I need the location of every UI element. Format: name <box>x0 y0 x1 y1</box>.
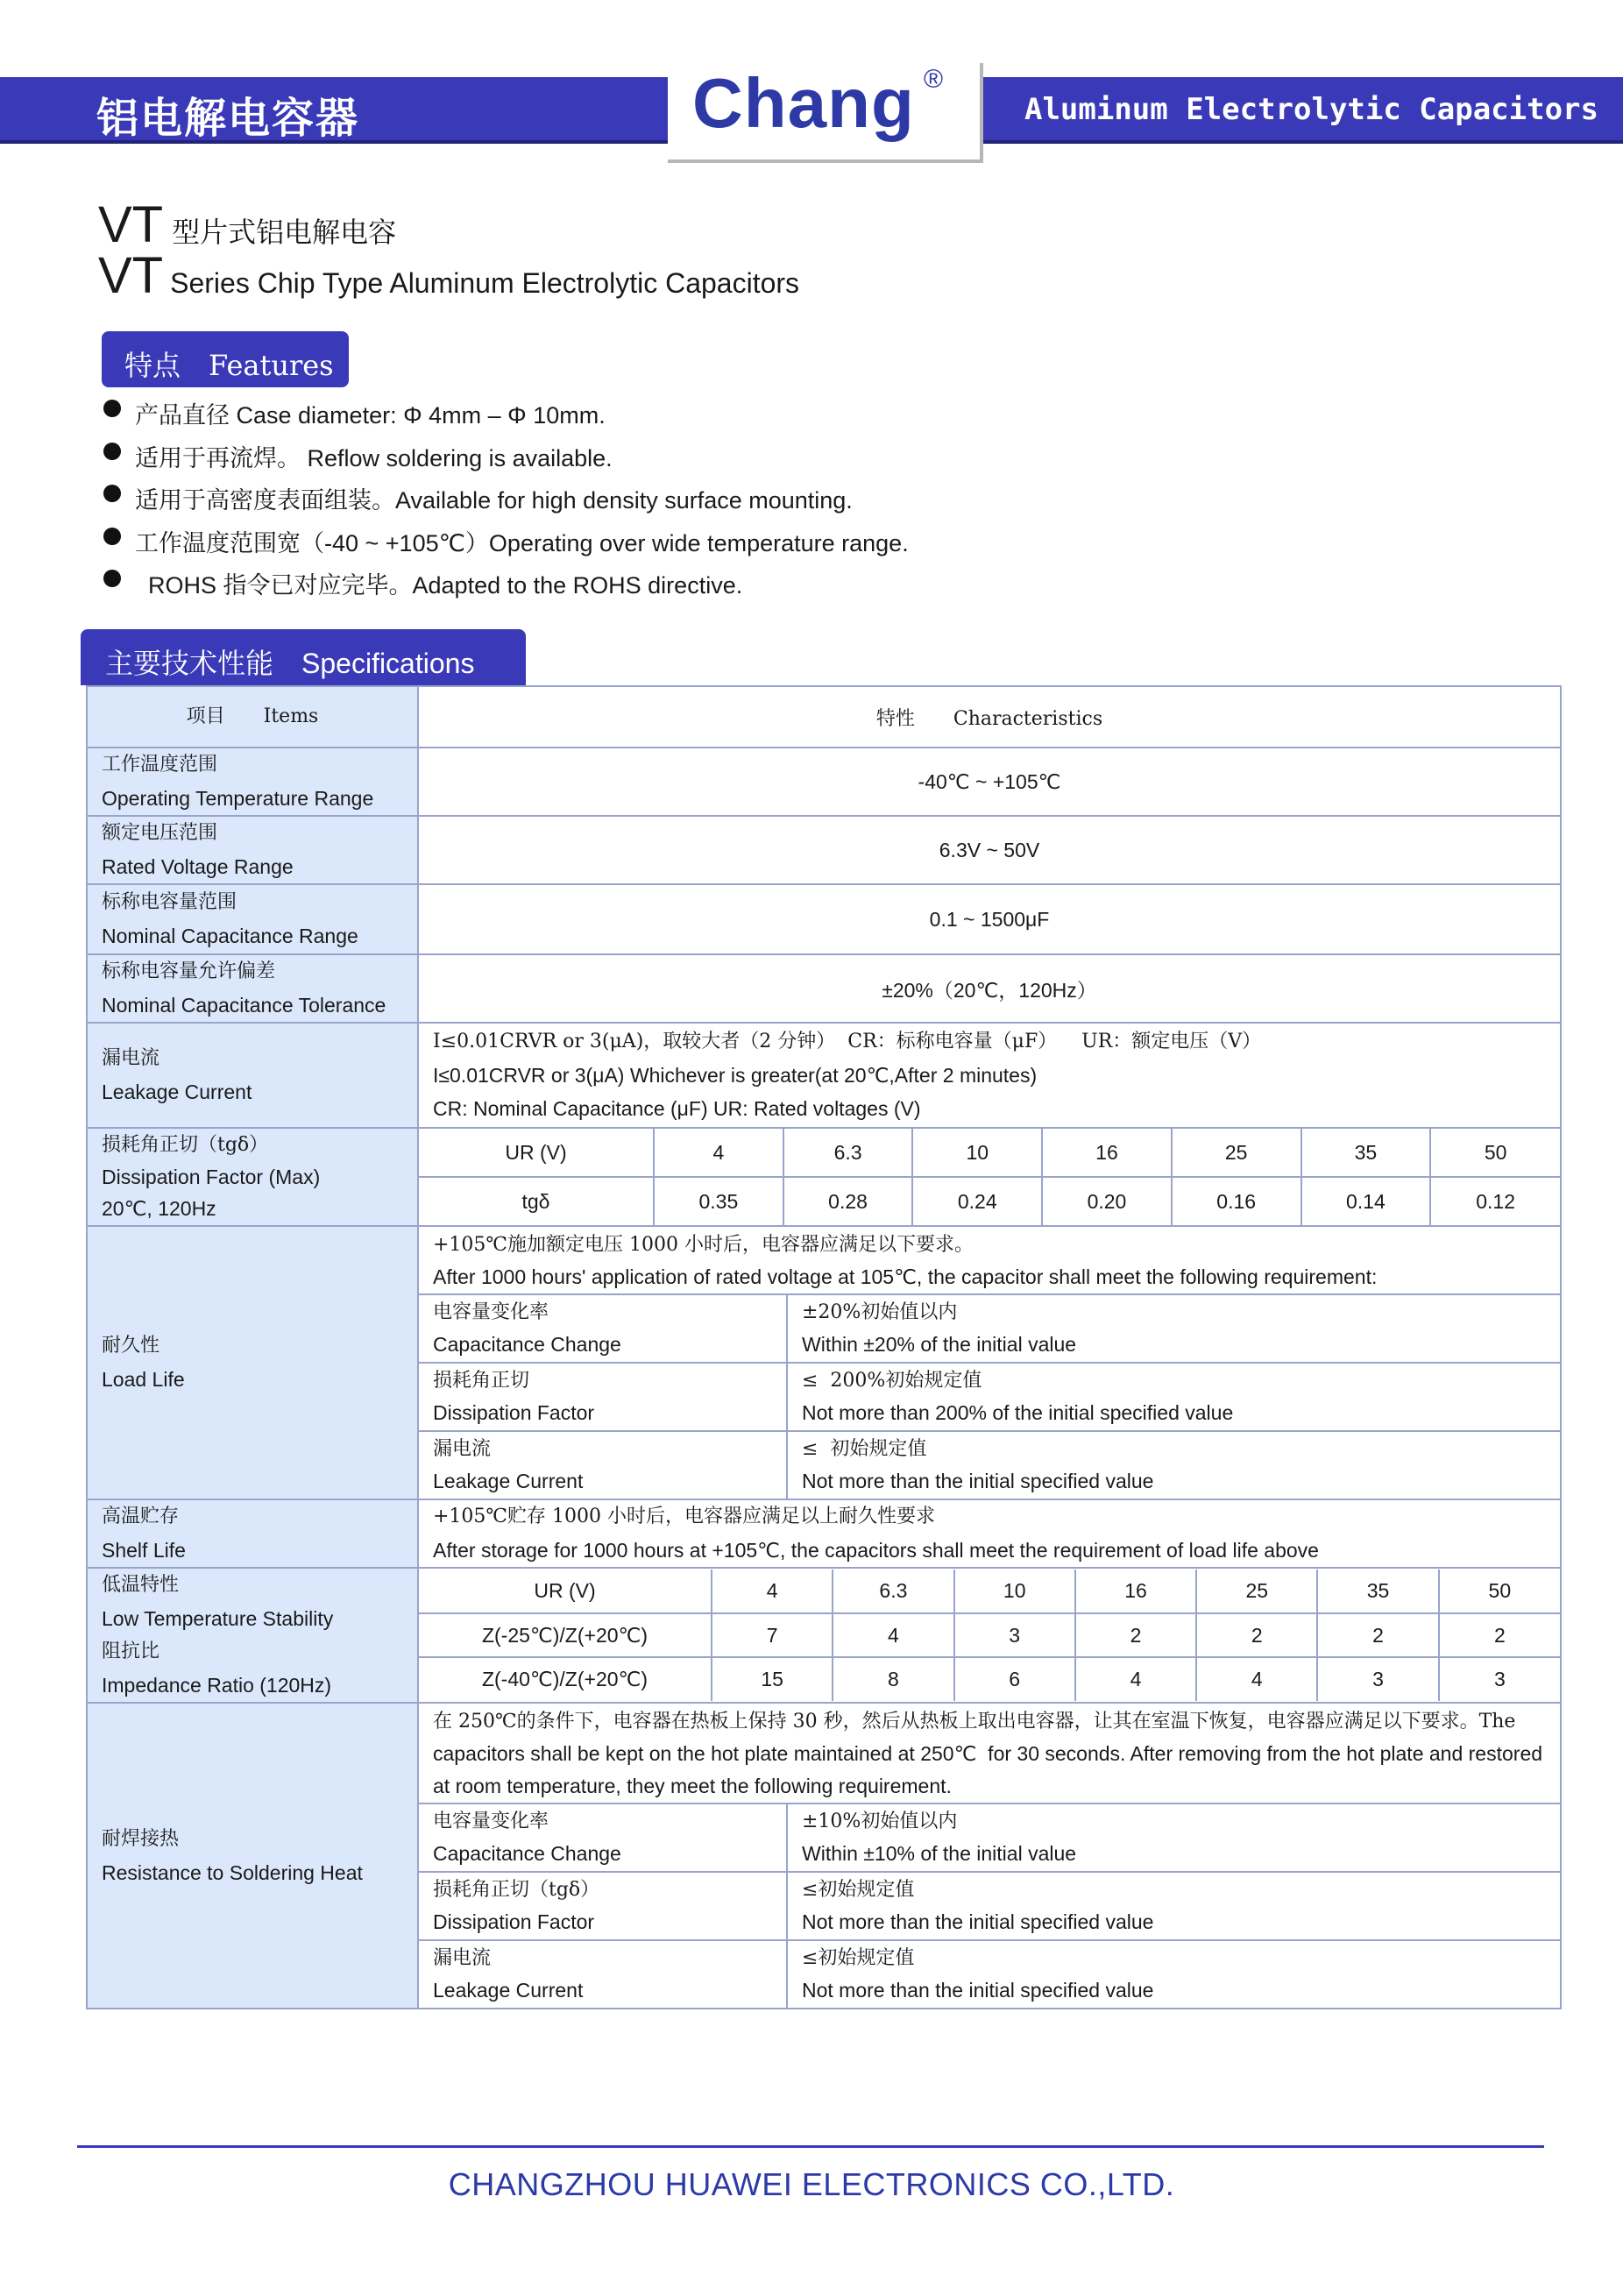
row-label: 低温特性 Low Temperature Stability 阻抗比 Impedance Ratio (120Hz) <box>87 1568 418 1703</box>
header-title-cn: 铝电解电容器 <box>96 94 360 143</box>
specifications-table <box>86 685 1562 2009</box>
features-tab <box>102 331 349 387</box>
tg-label: tgδ <box>419 1177 654 1225</box>
dissipation-subtable: UR (V) 4 6.3 10 16 25 35 50 tgδ 0.35 0.28 0.24 0.20 0.16 0.14 0.12 <box>418 1128 1561 1226</box>
bullet-icon <box>103 485 121 502</box>
table-row <box>87 1499 1561 1568</box>
series-code: VT <box>98 196 164 253</box>
table-row <box>87 1023 1561 1128</box>
row-value: 6.3V ~ 50V <box>418 816 1561 884</box>
logo-text: Chang <box>692 64 915 142</box>
table-row <box>87 816 1561 884</box>
table-header-row <box>87 686 1561 748</box>
page-title <box>98 196 800 304</box>
table-row <box>87 884 1561 954</box>
row-label: 标称电容量范围 Nominal Capacitance Range <box>87 884 418 954</box>
table-row <box>87 748 1561 816</box>
series-code: VT <box>98 247 164 304</box>
table-row <box>87 954 1561 1023</box>
items-header: 项目 Items <box>87 686 418 748</box>
row-value: -40℃ ~ +105℃ <box>418 748 1561 816</box>
solder-heat-detail: 在 250℃的条件下，电容器在热板上保持 30 秒，然后从热板上取出电容器，让其在室温下恢复，电容器应满足以下要求。The capacitors shall be kept on the hot plate maintained at 250℃ for 30 seconds. After removing from the hot plate and restored at room temperature, they meet the following requirement. 电容量变化率 Capacitance Change ±10%初始值以内 Within ±10% of the initial value 损耗角正切（tgδ） Dissipation Factor ≤初始规定值 Not more than the initial specified value 漏电流 Leakage Current ≤初始规定值 Not more than the initial specified value <box>418 1703 1561 2009</box>
table-row <box>87 1703 1561 2009</box>
row-value: ±20%（20℃，120Hz） <box>418 954 1561 1023</box>
row-label: 耐焊接热 Resistance to Soldering Heat <box>87 1703 418 2009</box>
low-temp-subtable: UR (V) 4 6.3 10 16 25 35 50 Z(-25℃)/Z(+20℃) 7 4 3 2 2 2 2 Z(-40℃)/Z(+20℃) 15 8 6 4 4 3 3 <box>418 1568 1561 1703</box>
row-value: 0.1 ~ 1500μF <box>418 884 1561 954</box>
title-en: Series Chip Type Aluminum Electrolytic Capacitors <box>170 267 800 299</box>
registered-mark: ® <box>924 65 944 94</box>
table-row <box>87 1568 1561 1703</box>
row-label: 漏电流 Leakage Current <box>87 1023 418 1128</box>
features-tab-label: 特点 Features <box>124 349 334 382</box>
header-title-en: Aluminum Electrolytic Capacitors <box>1024 92 1598 127</box>
specifications-tab <box>81 629 526 685</box>
table-row <box>87 1128 1561 1226</box>
row-label: 高温贮存 Shelf Life <box>87 1499 418 1568</box>
header-right-bar <box>983 77 1623 144</box>
row-label: 耐久性 Load Life <box>87 1226 418 1499</box>
row-label: 工作温度范围 Operating Temperature Range <box>87 748 418 816</box>
characteristics-header: 特性 Characteristics <box>418 686 1561 748</box>
row-value: I≤0.01CRVR or 3(μA)，取较大者（2 分钟） CR：标称电容量（μF） UR：额定电压（V） I≤0.01CRVR or 3(μA) Whichever is greater(at 20℃,After 2 minutes) CR: Nominal Capacitance (μF) UR: Rated voltages (V) <box>418 1023 1561 1128</box>
footer-company: CHANGZHOU HUAWEI ELECTRONICS CO.,LTD. <box>448 2166 1175 2202</box>
specifications-tab-label: 主要技术性能 Specifications <box>105 648 475 679</box>
ur-label: UR (V) <box>505 1140 567 1164</box>
bullet-icon <box>103 528 121 545</box>
row-label: 标称电容量允许偏差 Nominal Capacitance Tolerance <box>87 954 418 1023</box>
bullet-icon <box>103 570 121 587</box>
bullet-icon <box>103 443 121 460</box>
row-label: 额定电压范围 Rated Voltage Range <box>87 816 418 884</box>
row-value: +105℃贮存 1000 小时后，电容器应满足以上耐久性要求 After storage for 1000 hours at +105℃, the capacitors shall meet the requirement of load life above <box>418 1499 1561 1568</box>
bullet-icon <box>103 400 121 417</box>
footer-divider <box>77 2145 1544 2148</box>
header-left-bar <box>0 77 668 144</box>
title-cn: 型片式铝电解电容 <box>172 216 397 249</box>
table-row <box>87 1226 1561 1499</box>
load-life-detail: +105℃施加额定电压 1000 小时后，电容器应满足以下要求。 After 1000 hours' application of rated voltage at 105℃, the capacitor shall meet the following requirement: 电容量变化率 Capacitance Change ±20%初始值以内 Within ±20% of the initial value 损耗角正切 Dissipation Factor ≤ 200%初始规定值 Not more than 200% of the initial specified value 漏电流 Leakage Current ≤ 初始规定值 Not more than the initial specified value <box>418 1226 1561 1499</box>
logo <box>668 63 983 163</box>
row-label: 损耗角正切（tgδ） Dissipation Factor (Max) 20℃, 120Hz <box>87 1128 418 1226</box>
